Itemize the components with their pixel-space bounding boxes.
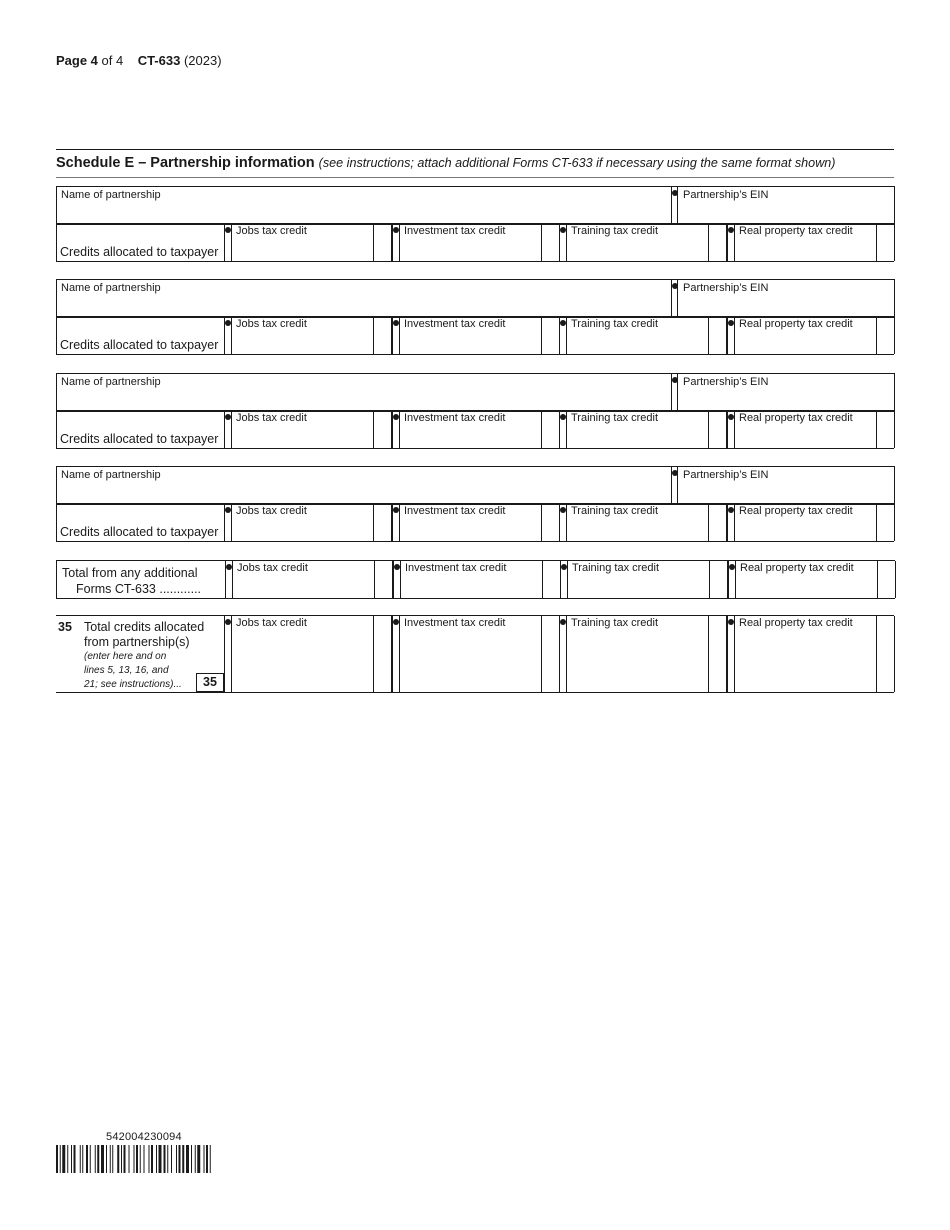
required-bullet-icon xyxy=(728,414,734,420)
page-header xyxy=(56,53,222,68)
required-bullet-icon xyxy=(393,507,399,513)
row-left-border xyxy=(56,317,57,354)
partnership-4-real-property-label: Real property tax credit xyxy=(739,505,853,517)
cents-divider xyxy=(541,411,542,448)
partnership-3-investment-label: Investment tax credit xyxy=(404,412,506,424)
partnership-4-ein-field[interactable] xyxy=(678,467,894,504)
cents-divider xyxy=(894,317,895,354)
barcode-bar xyxy=(156,1145,157,1173)
line-35-box: 35 xyxy=(196,673,224,692)
partnership-1-jobs-label: Jobs tax credit xyxy=(236,225,307,237)
barcode-bar xyxy=(136,1145,138,1173)
required-bullet-icon xyxy=(393,320,399,326)
partnership-1-name-row xyxy=(56,186,895,225)
partnership-4-name-field[interactable] xyxy=(57,467,669,504)
partnership-ein-label: Partnership’s EIN xyxy=(683,469,769,481)
barcode-bar xyxy=(95,1145,96,1173)
cents-divider xyxy=(541,616,542,692)
cents-divider xyxy=(541,224,542,261)
partnership-2-name-row xyxy=(56,279,895,318)
partnership-ein-label: Partnership’s EIN xyxy=(683,282,769,294)
partnership-1-name-field[interactable] xyxy=(57,187,669,224)
line-35-note-line1: (enter here and on xyxy=(84,651,167,662)
partnership-2-name-field[interactable] xyxy=(57,280,669,317)
cents-divider xyxy=(541,504,542,541)
barcode-bar xyxy=(140,1145,141,1173)
barcode-bar xyxy=(90,1145,91,1173)
line-35-number: 35 xyxy=(58,620,72,634)
partnership-3-credits-row xyxy=(56,410,894,449)
partnership-1-investment-label: Investment tax credit xyxy=(404,225,506,237)
schedule-title xyxy=(56,155,896,171)
schedule-subtitle: (see instructions; attach additional Forms CT-633 if necessary using the same format shown) xyxy=(318,156,836,170)
partnership-2-real-property-label: Real property tax credit xyxy=(739,318,853,330)
partnership-4-investment-label: Investment tax credit xyxy=(404,505,506,517)
partnership-4-name-row xyxy=(56,466,895,505)
barcode-bar xyxy=(206,1145,208,1173)
name-of-partnership-label: Name of partnership xyxy=(61,469,161,481)
cents-divider xyxy=(876,317,877,354)
sub-rule xyxy=(56,177,894,178)
partnership-2-investment-field[interactable] xyxy=(400,317,541,354)
line-35-title-1: Total credits allocated xyxy=(84,620,205,634)
page-number: Page 4 xyxy=(56,53,98,68)
barcode-bar xyxy=(62,1145,65,1173)
line-35-training-field[interactable] xyxy=(567,616,708,692)
required-bullet-icon xyxy=(728,507,734,513)
barcode-number: 542004230094 xyxy=(106,1131,182,1143)
required-bullet-icon xyxy=(729,564,735,570)
barcode-bar xyxy=(71,1145,72,1173)
barcode-bar xyxy=(74,1145,76,1173)
barcode-bar xyxy=(176,1145,177,1173)
cents-divider xyxy=(373,411,374,448)
barcode-bar xyxy=(186,1145,189,1173)
partnership-3-jobs-label: Jobs tax credit xyxy=(236,412,307,424)
partnership-4-jobs-field[interactable] xyxy=(232,504,373,541)
barcode-bar xyxy=(80,1145,81,1173)
cents-divider xyxy=(373,317,374,354)
barcode-bar xyxy=(86,1145,88,1173)
cents-divider xyxy=(877,561,878,598)
barcode xyxy=(56,1145,238,1173)
partnership-3-name-row xyxy=(56,373,895,412)
required-bullet-icon xyxy=(728,227,734,233)
schedule-title-text: Schedule E – Partnership information xyxy=(56,155,315,171)
credits-allocated-label: Credits allocated to taxpayer xyxy=(60,245,219,259)
required-bullet-icon xyxy=(560,227,566,233)
cell-divider xyxy=(727,616,728,692)
cents-divider xyxy=(709,561,710,598)
row-left-border xyxy=(56,504,57,541)
partnership-2-ein-field[interactable] xyxy=(678,280,894,317)
required-bullet-icon xyxy=(225,619,231,625)
additional-real-property-field[interactable] xyxy=(736,561,877,598)
cents-divider xyxy=(708,411,709,448)
required-bullet-icon xyxy=(394,564,400,570)
line-35-jobs-field[interactable] xyxy=(232,616,373,692)
partnership-ein-label: Partnership’s EIN xyxy=(683,189,769,201)
cents-divider xyxy=(373,616,374,692)
cents-divider xyxy=(708,317,709,354)
barcode-bar xyxy=(195,1145,196,1173)
barcode-bar xyxy=(204,1145,205,1173)
barcode-bar xyxy=(67,1145,68,1173)
partnership-1-real-property-field[interactable] xyxy=(735,224,876,261)
partnership-2-investment-label: Investment tax credit xyxy=(404,318,506,330)
partnership-3-training-label: Training tax credit xyxy=(571,412,659,424)
barcode-bar xyxy=(144,1145,145,1173)
required-bullet-icon xyxy=(225,320,231,326)
partnership-1-credits-row xyxy=(56,223,894,262)
barcode-bar xyxy=(112,1145,113,1173)
required-bullet-icon xyxy=(560,320,566,326)
barcode-bar xyxy=(167,1145,168,1173)
line-35-note-line2: lines 5, 13, 16, and xyxy=(84,665,169,676)
row-left-border xyxy=(56,411,57,448)
barcode-bar xyxy=(129,1145,130,1173)
additional-line1: Total from any additional xyxy=(62,566,198,580)
line-35-investment-field[interactable] xyxy=(400,616,541,692)
barcode-bar xyxy=(106,1145,107,1173)
barcode-bar xyxy=(82,1145,83,1173)
partnership-4-training-field[interactable] xyxy=(567,504,708,541)
line-35-note-line3: 21; see instructions)... xyxy=(84,679,182,690)
cents-divider xyxy=(894,224,895,261)
cell-divider xyxy=(559,616,560,692)
cents-divider xyxy=(876,224,877,261)
cents-divider xyxy=(708,616,709,692)
barcode-bar xyxy=(182,1145,184,1173)
credits-allocated-label: Credits allocated to taxpayer xyxy=(60,432,219,446)
required-bullet-icon xyxy=(560,414,566,420)
cents-divider xyxy=(373,224,374,261)
partnership-3-jobs-field[interactable] xyxy=(232,411,373,448)
page-of: of 4 xyxy=(101,53,124,68)
partnership-3-name-field[interactable] xyxy=(57,374,669,411)
barcode-bar xyxy=(134,1145,135,1173)
cents-divider xyxy=(876,411,877,448)
partnership-2-training-field[interactable] xyxy=(567,317,708,354)
partnership-1-training-field[interactable] xyxy=(567,224,708,261)
line-35-title xyxy=(84,620,204,650)
partnership-3-training-field[interactable] xyxy=(567,411,708,448)
additional-line2: Forms CT-633 ............ xyxy=(76,582,202,596)
required-bullet-icon xyxy=(225,227,231,233)
partnership-3-real-property-label: Real property tax credit xyxy=(739,412,853,424)
top-rule xyxy=(56,149,894,150)
barcode-bar xyxy=(197,1145,200,1173)
cents-divider xyxy=(894,504,895,541)
partnership-1-training-label: Training tax credit xyxy=(571,225,659,237)
partnership-2-training-label: Training tax credit xyxy=(571,318,659,330)
cents-divider xyxy=(895,561,896,598)
line-35-investment-label: Investment tax credit xyxy=(404,617,506,629)
barcode-bar xyxy=(117,1145,119,1173)
name-of-partnership-label: Name of partnership xyxy=(61,282,161,294)
partnership-2-jobs-label: Jobs tax credit xyxy=(236,318,307,330)
cell-divider xyxy=(392,616,393,692)
cents-divider xyxy=(541,317,542,354)
required-bullet-icon xyxy=(560,619,566,625)
required-bullet-icon xyxy=(226,564,232,570)
partnership-2-real-property-field[interactable] xyxy=(735,317,876,354)
required-bullet-icon xyxy=(561,564,567,570)
barcode-bar xyxy=(121,1145,122,1173)
partnership-3-ein-field[interactable] xyxy=(678,374,894,411)
partnership-1-jobs-field[interactable] xyxy=(232,224,373,261)
cents-divider xyxy=(894,411,895,448)
cents-divider xyxy=(876,504,877,541)
barcode-bar xyxy=(164,1145,166,1173)
additional-forms-label xyxy=(62,565,201,597)
barcode-bar xyxy=(101,1145,104,1173)
barcode-bar xyxy=(171,1145,172,1173)
partnership-1-ein-field[interactable] xyxy=(678,187,894,224)
credits-allocated-label: Credits allocated to taxpayer xyxy=(60,525,219,539)
additional-jobs-label: Jobs tax credit xyxy=(237,562,308,574)
additional-real-property-label: Real property tax credit xyxy=(740,562,854,574)
required-bullet-icon xyxy=(393,414,399,420)
row-left-border xyxy=(56,224,57,261)
required-bullet-icon xyxy=(225,507,231,513)
cents-divider xyxy=(542,561,543,598)
barcode-bar xyxy=(151,1145,153,1173)
partnership-4-training-label: Training tax credit xyxy=(571,505,659,517)
required-bullet-icon xyxy=(393,227,399,233)
additional-investment-field[interactable] xyxy=(401,561,542,598)
partnership-3-investment-field[interactable] xyxy=(400,411,541,448)
partnership-1-real-property-label: Real property tax credit xyxy=(739,225,853,237)
required-bullet-icon xyxy=(728,320,734,326)
barcode-bar xyxy=(149,1145,150,1173)
barcode-bar xyxy=(159,1145,162,1173)
barcode-bar xyxy=(210,1145,211,1173)
cents-divider xyxy=(708,224,709,261)
cents-divider xyxy=(876,616,877,692)
required-bullet-icon xyxy=(393,619,399,625)
partnership-3-real-property-field[interactable] xyxy=(735,411,876,448)
required-bullet-icon xyxy=(560,507,566,513)
line-35-real-property-field[interactable] xyxy=(735,616,876,692)
partnership-4-jobs-label: Jobs tax credit xyxy=(236,505,307,517)
line-35-training-label: Training tax credit xyxy=(571,617,659,629)
partnership-2-credits-row xyxy=(56,316,894,355)
cents-divider xyxy=(373,504,374,541)
required-bullet-icon xyxy=(728,619,734,625)
additional-training-field[interactable] xyxy=(568,561,709,598)
barcode-bar xyxy=(179,1145,181,1173)
cents-divider xyxy=(708,504,709,541)
partnership-2-jobs-field[interactable] xyxy=(232,317,373,354)
name-of-partnership-label: Name of partnership xyxy=(61,189,161,201)
barcode-bar xyxy=(191,1145,192,1173)
required-bullet-icon xyxy=(225,414,231,420)
cents-divider xyxy=(374,561,375,598)
cell-divider xyxy=(224,616,225,692)
barcode-bar xyxy=(60,1145,61,1173)
additional-forms-row xyxy=(56,560,895,599)
line-35-note xyxy=(84,650,182,692)
credits-allocated-label: Credits allocated to taxpayer xyxy=(60,338,219,352)
line-35-jobs-label: Jobs tax credit xyxy=(236,617,307,629)
additional-investment-label: Investment tax credit xyxy=(405,562,507,574)
form-id: CT-633 xyxy=(137,53,181,68)
barcode-bar xyxy=(56,1145,58,1173)
name-of-partnership-label: Name of partnership xyxy=(61,376,161,388)
partnership-4-investment-field[interactable] xyxy=(400,504,541,541)
form-year: (2023) xyxy=(183,53,222,68)
line-35-title-2: from partnership(s) xyxy=(84,635,190,649)
line-35-real-property-label: Real property tax credit xyxy=(739,617,853,629)
barcode-bar xyxy=(124,1145,126,1173)
partnership-ein-label: Partnership’s EIN xyxy=(683,376,769,388)
cents-divider xyxy=(894,616,895,692)
partnership-4-real-property-field[interactable] xyxy=(735,504,876,541)
additional-jobs-field[interactable] xyxy=(233,561,374,598)
barcode-bar xyxy=(97,1145,99,1173)
line-35-row xyxy=(56,615,894,693)
barcode-bar xyxy=(110,1145,111,1173)
partnership-1-investment-field[interactable] xyxy=(400,224,541,261)
partnership-4-credits-row xyxy=(56,503,894,542)
additional-training-label: Training tax credit xyxy=(572,562,660,574)
